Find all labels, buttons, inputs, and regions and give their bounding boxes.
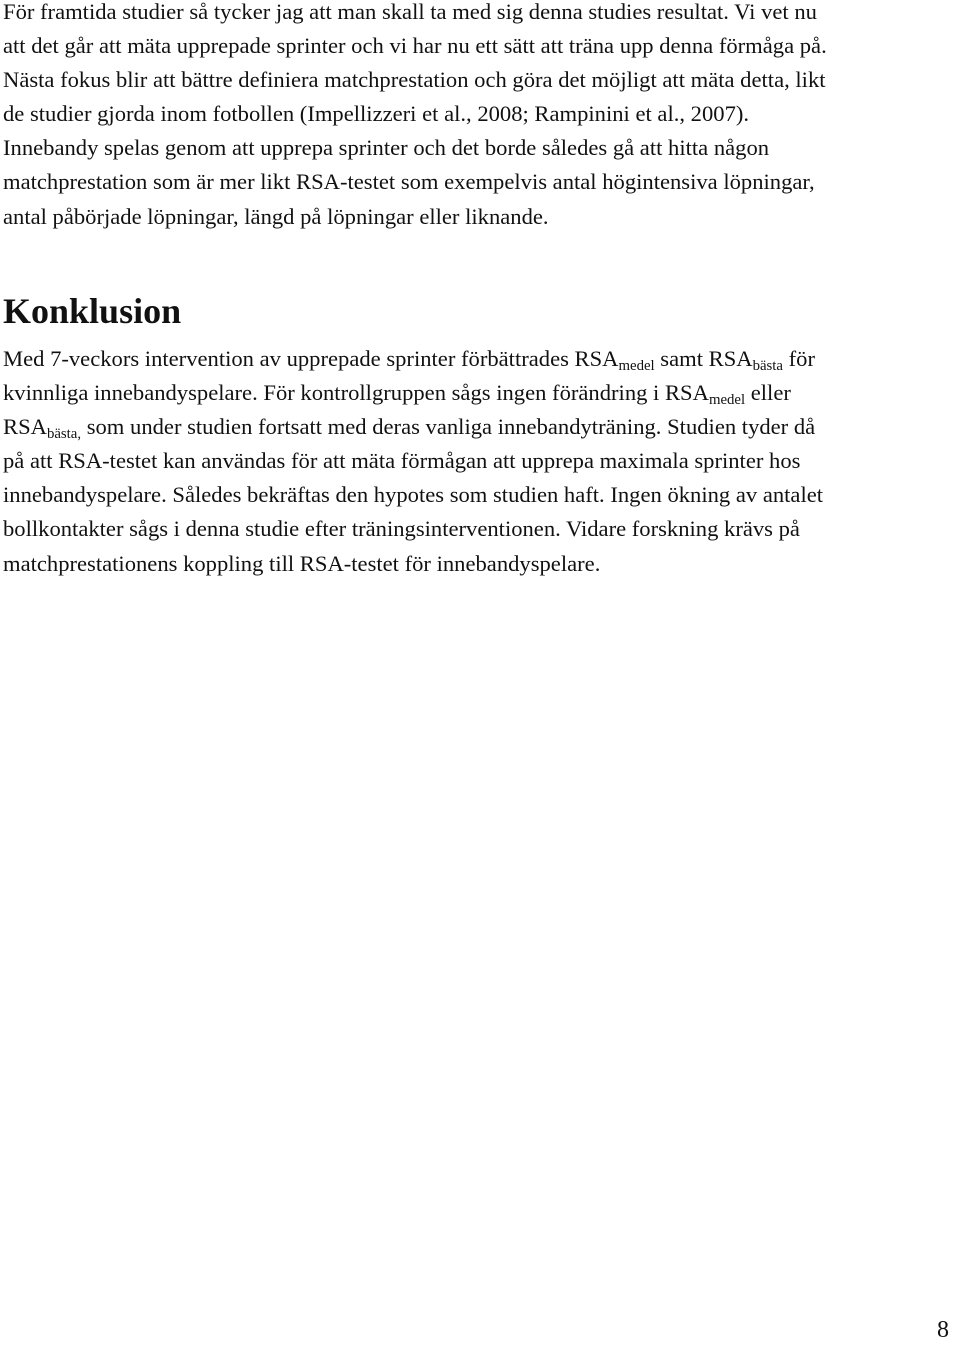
subscript: medel <box>708 392 746 409</box>
text-run: kvinnliga innebandyspelare. För kontrollgruppen sågs ingen förändring i RSA <box>3 380 709 406</box>
text-run: RSA <box>3 414 47 440</box>
text-run: samt RSA <box>654 346 753 371</box>
paragraph-line: på att RSA-testet kan användas för att mäta förmågan att upprepa maximala sprinter hos <box>3 448 801 474</box>
page-number: 8 <box>937 1317 949 1343</box>
subscript: bästa <box>752 358 783 374</box>
text-run: eller <box>745 380 791 406</box>
text-run: Med 7-veckors intervention av upprepade sprinter förbättrades RSA <box>3 346 619 371</box>
section-heading: Konklusion <box>3 291 182 331</box>
conclusion-paragraph <box>3 342 955 581</box>
paragraph-line: matchprestationens koppling till RSA-testet för innebandyspelare. <box>3 550 601 576</box>
paragraph-line: antal påbörjade löpningar, längd på löpningar eller liknande. <box>3 203 549 229</box>
intro-paragraph <box>3 0 955 234</box>
paragraph-line <box>3 342 955 376</box>
paragraph-line: bollkontakter sågs i denna studie efter träningsinterventionen. Vidare forskning krävs på <box>3 516 800 542</box>
text-run: som under studien fortsatt med deras vanliga innebandyträning. Studien tyder då <box>81 414 816 440</box>
subscript: bästa, <box>46 426 82 443</box>
subscript: medel <box>618 358 655 374</box>
paragraph-line <box>3 410 955 444</box>
paragraph-line: innebandyspelare. Således bekräftas den hypotes som studien haft. Ingen ökning av antalet <box>3 482 824 508</box>
paragraph-line: att det går att mäta upprepade sprinter och vi har nu ett sätt att träna upp denna förmåga på. <box>3 33 827 59</box>
text-run: för <box>782 346 815 371</box>
paragraph-line: de studier gjorda inom fotbollen (Impellizzeri et al., 2008; Rampinini et al., 2007). <box>3 101 750 127</box>
paragraph-line <box>3 376 955 410</box>
paragraph-line: Nästa fokus blir att bättre definiera matchprestation och göra det möjligt att mäta detta, likt <box>3 67 826 93</box>
paragraph-line: För framtida studier så tycker jag att man skall ta med sig denna studies resultat. Vi vet nu <box>3 0 817 24</box>
paragraph-line: Innebandy spelas genom att upprepa sprinter och det borde således gå att hitta någon <box>3 135 770 161</box>
paragraph-line: matchprestation som är mer likt RSA-testet som exempelvis antal högintensiva löpningar, <box>3 169 815 195</box>
